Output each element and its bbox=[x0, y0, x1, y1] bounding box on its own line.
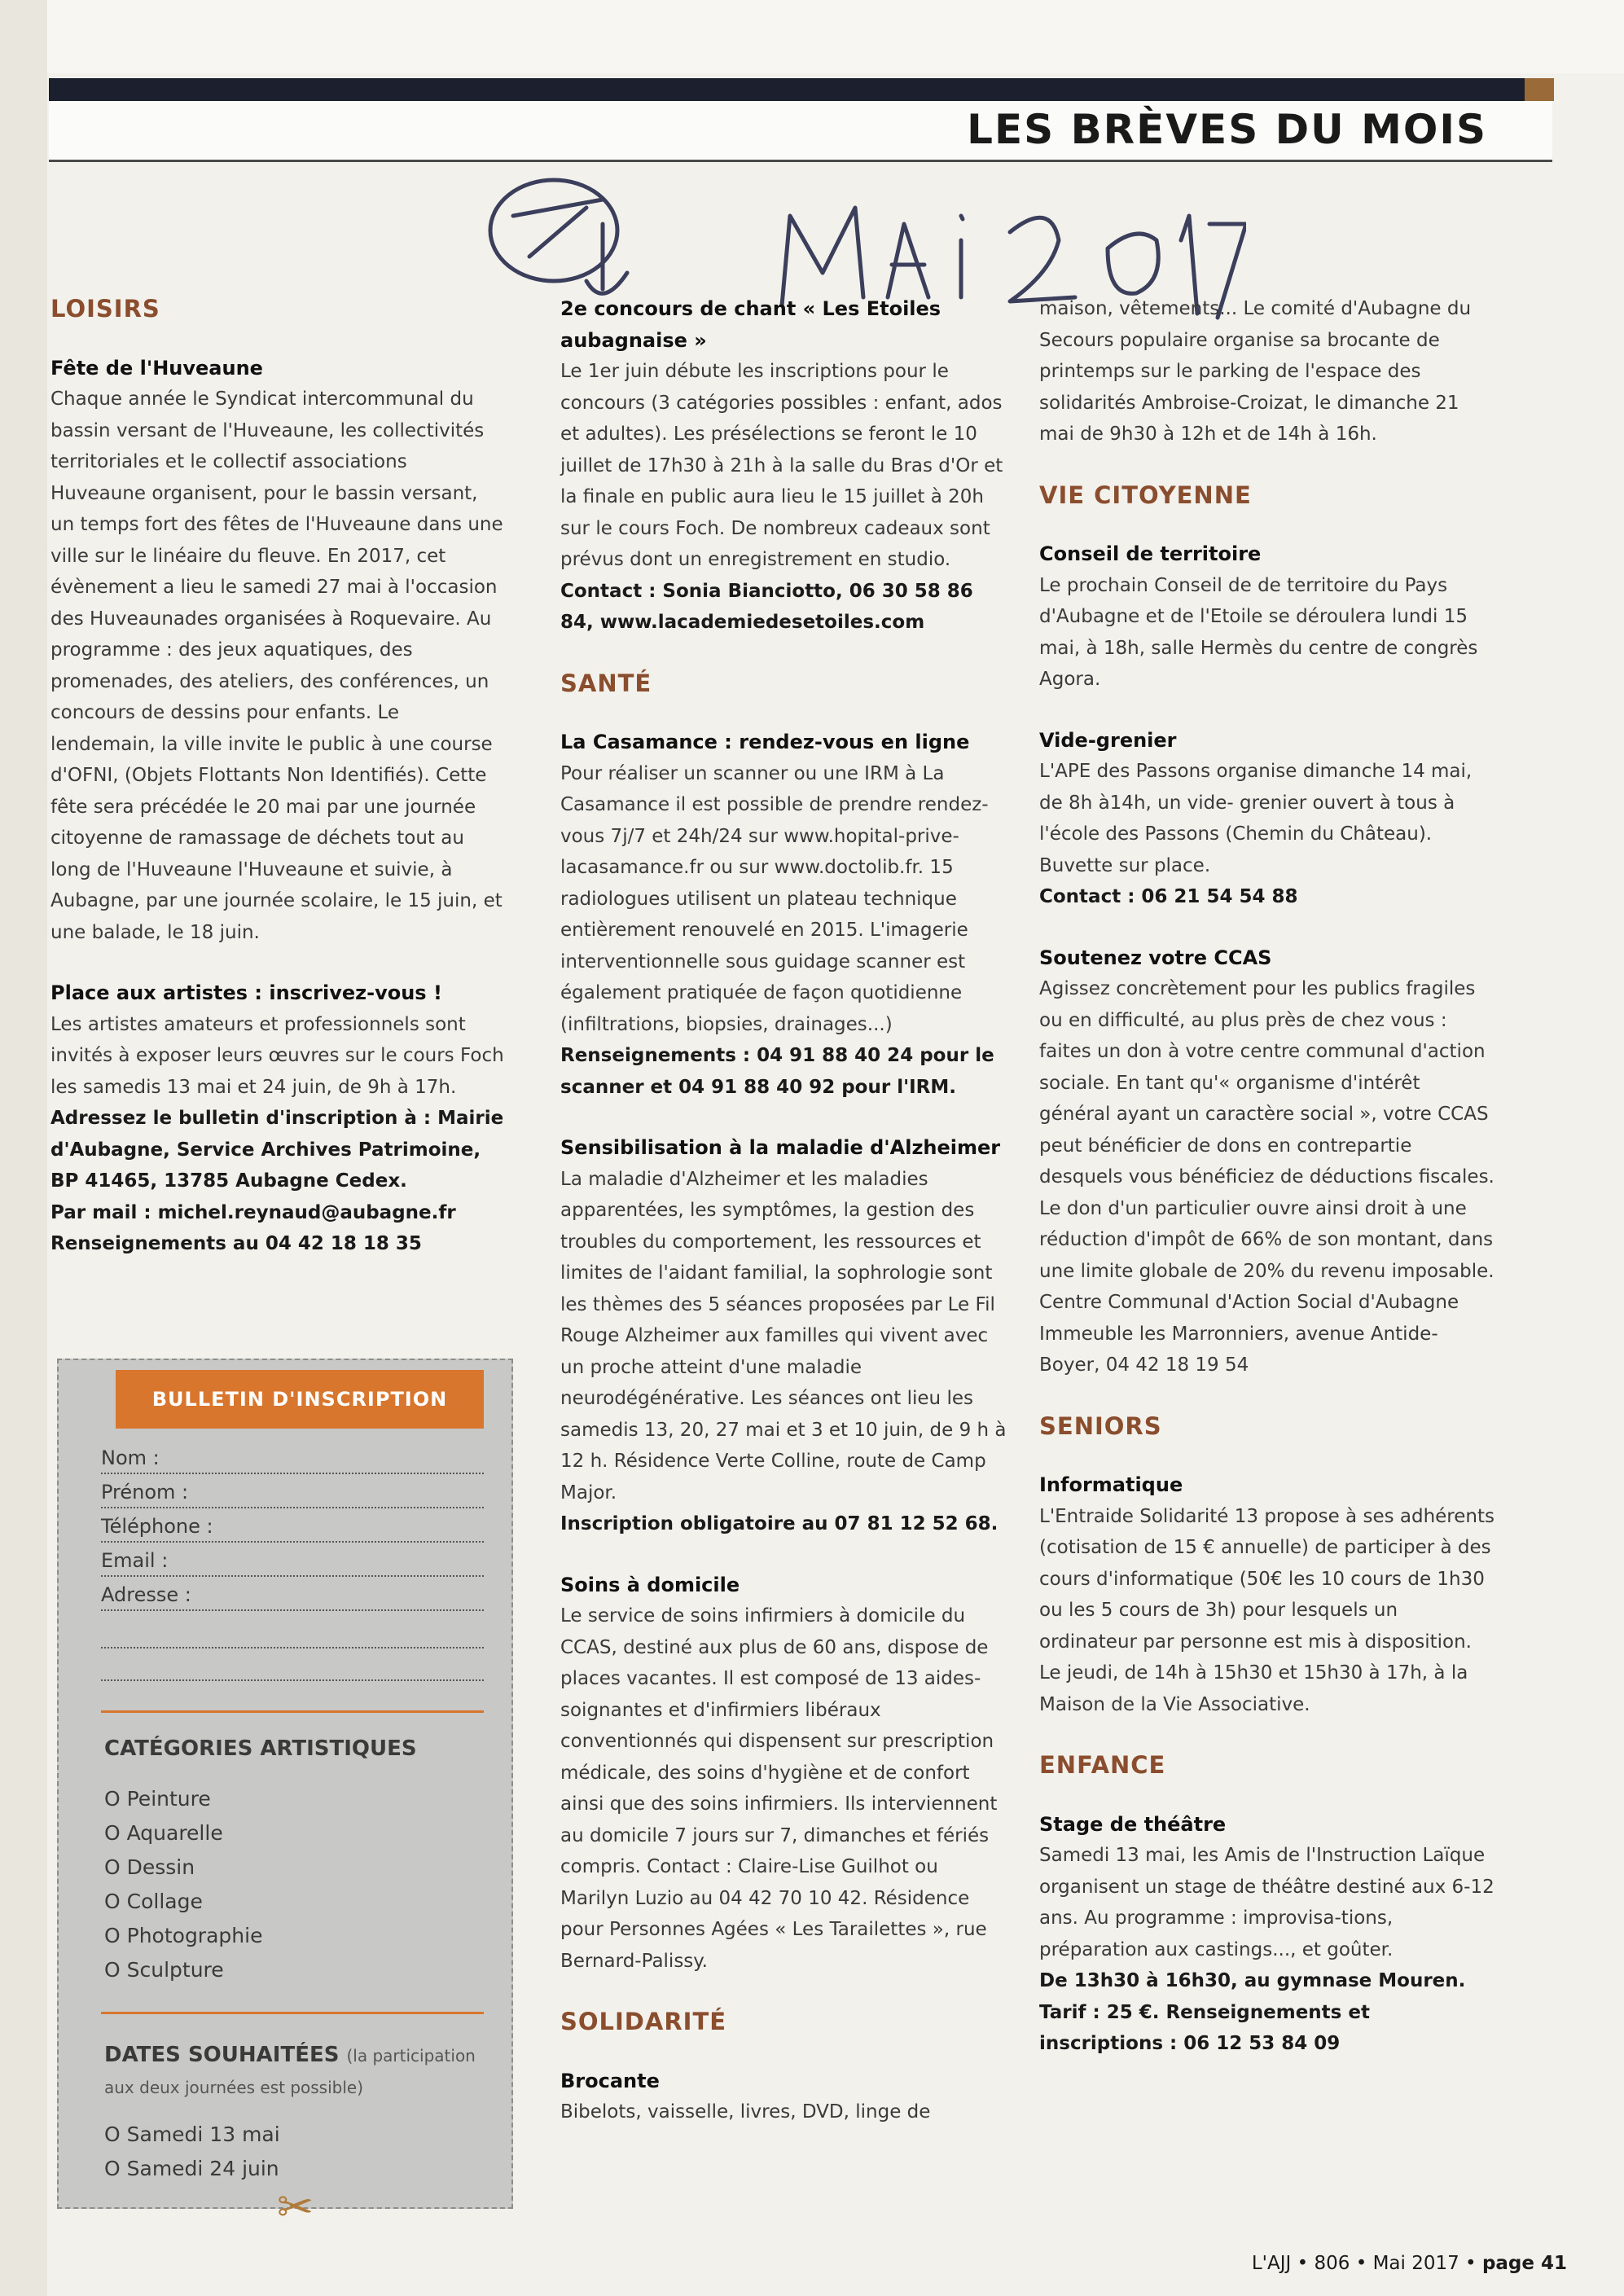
article-body: Bibelots, vaisselle, livres, DVD, linge de bbox=[560, 2101, 931, 2123]
article-contact: Adressez le bulletin d'inscription à : Mairie d'Aubagne, Service Archives Patrimoine, BP 41465, 13785 Aubagne Cedex. bbox=[50, 1108, 504, 1192]
form-blank-line[interactable] bbox=[101, 1647, 484, 1648]
article-body: La maladie d'Alzheimer et les maladies apparentées, les symptômes, la gestion des troubles du comportement, les ressources et limites de l'aidant familial, la sophrologie sont les thèmes des 5 séances proposées par Le Fil Rouge Alzheimer aux familles qui vivent avec un proche atteint d'une maladie neurodégénérative. Les séances ont lieu les samedis 13, 20, 27 mai et 3 et 10 juin, de 9 h à 12 h. Résidence Verte Colline, route de Camp Major. bbox=[560, 1168, 1007, 1504]
article-title: Fête de l'Huveaune bbox=[50, 356, 263, 380]
option-collage[interactable]: O Collage bbox=[104, 1890, 203, 1913]
option-samedi-13-mai[interactable]: O Samedi 13 mai bbox=[104, 2123, 280, 2146]
page-left-margin bbox=[0, 0, 47, 2296]
section-loisirs: LOISIRS bbox=[50, 295, 160, 323]
article-contact: Renseignements au 04 42 18 18 35 bbox=[50, 1233, 422, 1254]
form-blank-line[interactable] bbox=[101, 1679, 484, 1681]
option-samedi-24-juin[interactable]: O Samedi 24 juin bbox=[104, 2157, 279, 2180]
header-band bbox=[49, 101, 1552, 162]
article-body: Chaque année le Syndicat intercommunal du bassin versant de l'Huveaune, les collectivités territoriales et le collectif associations Huveaune organisent, pour le bassin versant, un temps fort des fêtes de l'Huveaune dans une ville sur le linéaire du fleuve. En 2017, cet évènement a lieu le samedi 27 mai à l'occasion des Huveaunades organisées à Roquevaire. Au programme : des jeux aquatiques, des promenades, des ateliers, des conférences, un concours de dessins pour enfants. Le lendemain, la ville invite le public à une course d'OFNI, (Objets Flottants Non Identifiés). Cette fête sera précédée le 20 mai par une journée citoyenne de ramassage de déchets tout au long de l'Huveaune l'Huveaune et suivie, à Aubagne, par une journée scolaire, le 15 juin, et une balade, le 18 juin. bbox=[50, 389, 503, 943]
option-peinture[interactable]: O Peinture bbox=[104, 1787, 211, 1811]
article-body: L'APE des Passons organise dimanche 14 mai, de 8h à14h, un vide- grenier ouvert à tous à l'école des Passons (Chemin du Château). Buvette sur place. bbox=[1039, 761, 1473, 876]
form-field-nom[interactable]: Nom : bbox=[101, 1447, 484, 1479]
article-title: Sensibilisation à la maladie d'Alzheimer bbox=[560, 1136, 1001, 1159]
article-title: Stage de théâtre bbox=[1039, 1812, 1227, 1836]
form-dates-note: (la participation aux deux journées est possible) bbox=[104, 2046, 476, 2097]
article-body: Samedi 13 mai, les Amis de l'Instruction Laïque organisent un stage de théâtre destiné aux 6-12 ans. Au programme : improvisa-tions, préparation aux castings..., et goûter. bbox=[1039, 1845, 1495, 1960]
article-title: Place aux artistes : inscrivez-vous ! bbox=[50, 981, 442, 1004]
article-body: L'Entraide Solidarité 13 propose à ses adhérents (cotisation de 15 € annuelle) de participer à des cours d'informatique (50€ les 10 cours de 1h30 ou les 5 cours de 3h) pour lesquels un ordinateur par personne est mis à disposition. Le jeudi, de 14h à 15h30 et 15h30 à 17h, à la Maison de la Vie Associative. bbox=[1039, 1505, 1495, 1715]
article-title: 2e concours de chant « Les Etoiles aubagnaise » bbox=[560, 297, 941, 352]
article-contact: Contact : 06 21 54 54 88 bbox=[1039, 886, 1298, 907]
form-field-email[interactable]: Email : bbox=[101, 1549, 484, 1582]
form-field-prenom[interactable]: Prénom : bbox=[101, 1481, 484, 1513]
article-contact: Tarif : 25 €. Renseignements et inscriptions : 06 12 53 84 09 bbox=[1039, 2001, 1370, 2054]
form-title: BULLETIN D'INSCRIPTION bbox=[116, 1370, 484, 1429]
article-body: Pour réaliser un scanner ou une IRM à La Casamance il est possible de prendre rendez-vous 7j/7 et 24h/24 sur www.hopital-prive-lacasamance.fr ou sur www.doctolib.fr. 15 radiologues utilisent un plateau technique entièrement renouvelé en 2015. L'imagerie interventionnelle sous guidage scanner est également pratiquée de façon quotidienne (infiltrations, biopsies, drainages...) bbox=[560, 762, 989, 1035]
scissors-icon: ✂ bbox=[277, 2181, 314, 2232]
section-enfance: ENFANCE bbox=[1039, 1751, 1166, 1779]
form-dates-title: DATES SOUHAITÉES (la participation aux deux journées est possible) bbox=[104, 2043, 476, 2097]
column-right bbox=[1039, 293, 1495, 2060]
option-sculpture[interactable]: O Sculpture bbox=[104, 1958, 224, 1982]
page-footer bbox=[1252, 2253, 1567, 2274]
article-contact: Inscription obligatoire au 07 81 12 52 68. bbox=[560, 1513, 999, 1534]
article-title: Conseil de territoire bbox=[1039, 542, 1262, 565]
form-field-adresse[interactable]: Adresse : bbox=[101, 1583, 484, 1616]
article-title: Vide-grenier bbox=[1039, 728, 1177, 752]
page-title: LES BRÈVES DU MOIS bbox=[967, 106, 1487, 153]
section-seniors: SENIORS bbox=[1039, 1411, 1162, 1440]
column-middle bbox=[560, 293, 1007, 2128]
option-dessin[interactable]: O Dessin bbox=[104, 1855, 195, 1879]
article-contact: Par mail : michel.reynaud@aubagne.fr bbox=[50, 1201, 456, 1223]
article-body: Le service de soins infirmiers à domicile du CCAS, destiné aux plus de 60 ans, dispose de places vacantes. Il est composé de 13 aides-soignantes et d'infirmiers libéraux conventionnés qui dispensent sur prescription médicale, des soins d'hygiène et de confort ainsi que des soins infirmiers. Ils interviennent au domicile 7 jours sur 7, dimanches et fériés compris. Contact : Claire-Lise Guilhot ou Marilyn Luzio au 04 42 70 10 42. Résidence pour Personnes Agées « Les Tarailettes », rue Bernard-Palissy. bbox=[560, 1605, 998, 1972]
header-bar-accent bbox=[1525, 78, 1554, 101]
article-body: Les artistes amateurs et professionnels sont invités à exposer leurs œuvres sur le cours Foch les samedis 13 mai et 24 juin, de 9h à 17h. bbox=[50, 1013, 504, 1098]
form-divider bbox=[101, 1710, 484, 1713]
article-title: Informatique bbox=[1039, 1473, 1183, 1496]
option-aquarelle[interactable]: O Aquarelle bbox=[104, 1821, 223, 1845]
article-contact: Contact : Sonia Bianciotto, 06 30 58 86 84, www.lacademiedesetoiles.com bbox=[560, 580, 973, 633]
footer-publication: L'AJJ • 806 • Mai 2017 • bbox=[1251, 2253, 1477, 2274]
article-title: Soutenez votre CCAS bbox=[1039, 946, 1272, 969]
article-body: Agissez concrètement pour les publics fragiles ou en difficulté, au plus près de chez vous : faites un don à votre centre communal d'action sociale. En tant qu'« organisme d'intérêt général ayant un caractère social », votre CCAS peut bénéficier de dons en contrepartie desquels vous bénéficiez de déductions fiscales. Le don d'un particulier ouvre ainsi droit à une réduction d'impôt de 66% de son montant, dans une limite globale de 20% du revenu imposable. Centre Communal d'Action Social d'Aubagne Immeuble les Marronniers, avenue Antide-Boyer, 04 42 18 19 54 bbox=[1039, 978, 1495, 1376]
article-contact: Renseignements : 04 91 88 40 24 pour le scanner et 04 91 88 40 92 pour l'IRM. bbox=[560, 1045, 994, 1098]
registration-form bbox=[57, 1359, 513, 2209]
section-sante: SANTÉ bbox=[560, 669, 652, 697]
column-left bbox=[50, 293, 507, 1260]
section-solidarite: SOLIDARITÉ bbox=[560, 2008, 727, 2035]
section-vie-citoyenne: VIE CITOYENNE bbox=[1039, 481, 1252, 509]
article-body: Le prochain Conseil de de territoire du Pays d'Aubagne et de l'Etoile se déroulera lundi 15 mai, à 18h, salle Hermès du centre de congrès Agora. bbox=[1039, 574, 1478, 690]
option-photographie[interactable]: O Photographie bbox=[104, 1924, 263, 1947]
page-top-margin bbox=[0, 0, 1624, 73]
form-categories-title: CATÉGORIES ARTISTIQUES bbox=[104, 1736, 417, 1761]
article-title: Soins à domicile bbox=[560, 1573, 740, 1596]
article-title: Brocante bbox=[560, 2069, 660, 2092]
header-bar bbox=[49, 78, 1552, 101]
article-title: La Casamance : rendez-vous en ligne bbox=[560, 731, 970, 753]
article-body: maison, vêtements... Le comité d'Aubagne du Secours populaire organise sa brocante de printemps sur le parking de l'espace des solidarités Ambroise-Croizat, le dimanche 21 mai de 9h30 à 12h et de 14h à 16h. bbox=[1039, 298, 1472, 445]
article-body: Le 1er juin débute les inscriptions pour le concours (3 catégories possibles : enfant, ados et adultes). Les présélections se feront le 10 juillet de 17h30 à 21h à la salle du Bras d'Or et la finale en public aura lieu le 15 juillet à 20h sur le cours Foch. De nombreux cadeaux sont prévus dont un enregistrement en studio. bbox=[560, 361, 1003, 570]
article-contact: De 13h30 à 16h30, au gymnase Mouren. bbox=[1039, 1970, 1466, 1991]
form-field-telephone[interactable]: Téléphone : bbox=[101, 1515, 484, 1547]
page-number: page 41 bbox=[1481, 2253, 1567, 2274]
form-divider bbox=[101, 2012, 484, 2014]
